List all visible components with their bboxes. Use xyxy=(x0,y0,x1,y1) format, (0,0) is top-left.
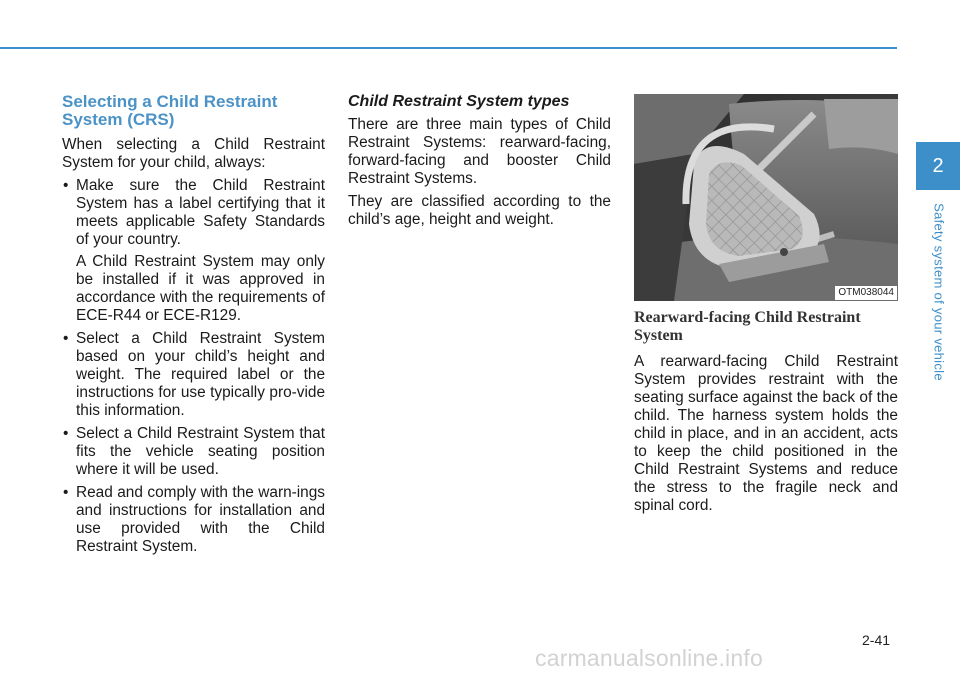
list-item xyxy=(62,484,325,556)
right-column xyxy=(634,94,898,520)
intro-paragraph: When selecting a Child Restraint System for your child, always: xyxy=(62,136,325,171)
bullet-text: Select a Child Restraint System based on your child’s height and weight. The required label or the instructions for use typically pro-vide this information. xyxy=(76,330,325,419)
child-seat-photo xyxy=(634,94,898,301)
rear-seat-illustration xyxy=(634,94,898,301)
figure-code: OTM038044 xyxy=(835,286,897,300)
middle-column xyxy=(348,93,611,234)
watermark: carmanualsonline.info xyxy=(535,645,763,671)
top-divider xyxy=(0,47,897,49)
left-column xyxy=(62,93,325,561)
bullet-list xyxy=(62,177,325,556)
list-item xyxy=(62,425,325,479)
list-item xyxy=(62,177,325,325)
section-title: Selecting a Child Restraint System (CRS) xyxy=(62,92,278,129)
crs-classification-paragraph: They are classified according to the child’s age, height and weight. xyxy=(348,193,611,228)
crs-types-title: Child Restraint System types xyxy=(348,93,570,110)
list-item xyxy=(62,330,325,420)
chapter-label: Safety system of your vehicle xyxy=(931,203,947,381)
page-number: 2-41 xyxy=(862,632,891,648)
crs-types-paragraph: There are three main types of Child Restraint Systems: rearward-facing, forward-facing and booster Child Restraint Systems. xyxy=(348,116,611,187)
chapter-tab[interactable]: 2 xyxy=(916,142,960,190)
rearward-facing-title: Rearward-facing Child Restraint System xyxy=(634,309,861,344)
bullet-text: Read and comply with the warn-ings and instructions for installation and use provided with the Child Restraint System. xyxy=(76,484,325,555)
rearward-facing-paragraph: A rearward-facing Child Restraint System provides restraint with the seating surface against the back of the child. The harness system holds the child in place, and in an accident, acts to keep the child positioned in the Child Restraint Systems and reduce the stress to the fragile neck and spinal cord. xyxy=(634,353,898,514)
bullet-text: Select a Child Restraint System that fits the vehicle seating position where it will be used. xyxy=(76,425,325,478)
bullet-note: A Child Restraint System may only be installed if it was approved in accordance with the requirements of ECE-R44 or ECE-R129. xyxy=(76,253,325,324)
bullet-text: Make sure the Child Restraint System has a label certifying that it meets applicable Safety Standards of your country. xyxy=(76,177,325,248)
